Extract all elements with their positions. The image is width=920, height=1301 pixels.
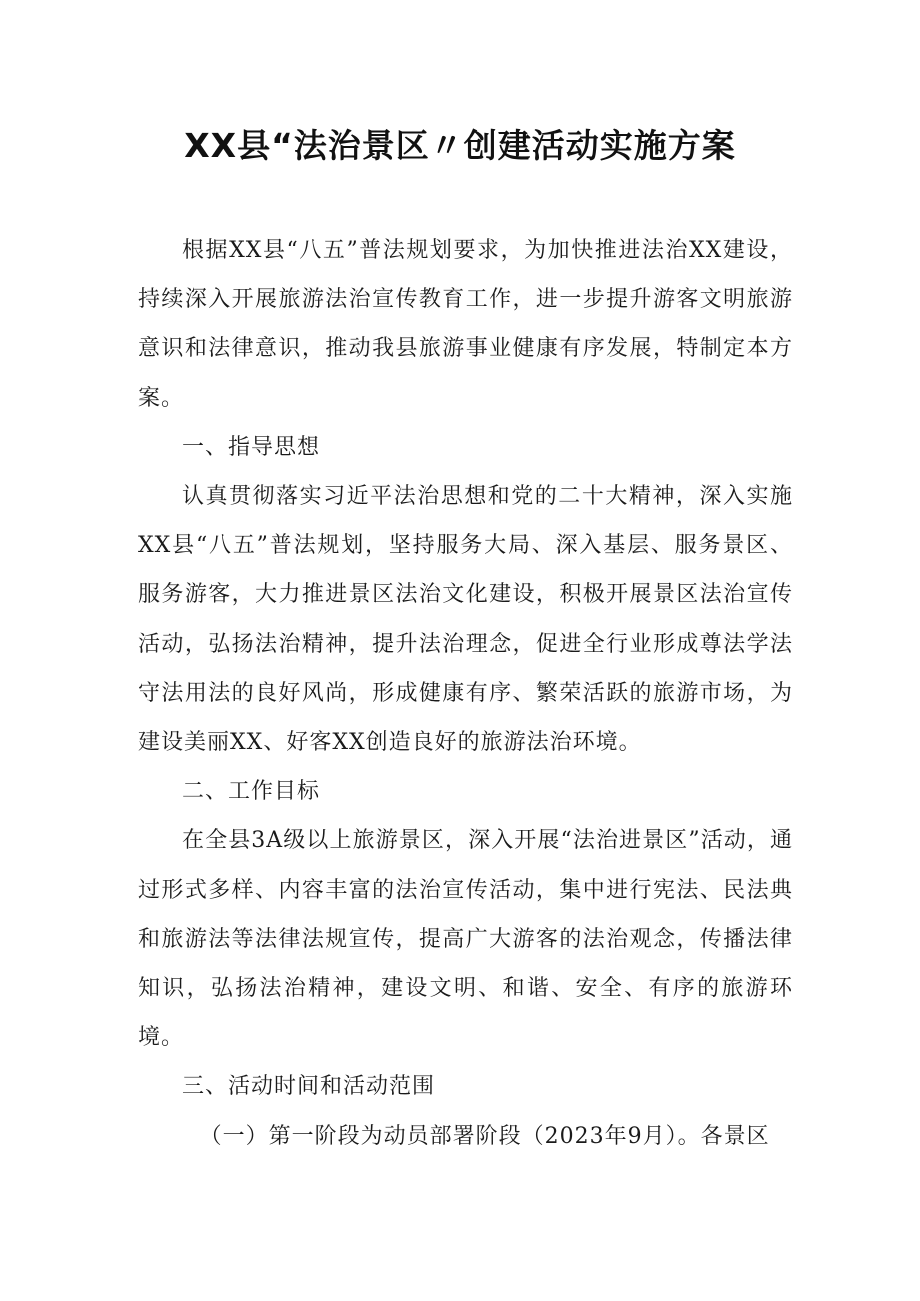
intro-paragraph: 根据XX县“八五”普法规划要求，为加快推进法治XX建设，持续深入开展旅游法治宣传教育工作，进一步提升游客文明旅游意识和法律意识，推动我县旅游事业健康有序发展，特制定本方案。 — [138, 238, 793, 411]
section-heading-work-goals: 二、工作目标 — [182, 779, 321, 805]
section-heading-guiding-ideology: 一、指导思想 — [182, 434, 321, 460]
document-body — [138, 226, 793, 1161]
phase-one-paragraph: （一）第一阶段为动员部署阶段（2023年9月）。各景区 — [199, 1123, 770, 1149]
section-heading-activity-time-scope: 三、活动时间和活动范围 — [182, 1074, 436, 1100]
document-title: XX县“法治景区〃创建活动实施方案 — [184, 126, 736, 165]
work-goals-paragraph: 在全县3A级以上旅游景区，深入开展“法治进景区”活动，通过形式多样、内容丰富的法治宣传活动，集中进行宪法、民法典和旅游法等法律法规宣传，提高广大游客的法治观念，传播法律知识，弘扬法治精神，建设文明、和谐、安全、有序的旅游环境。 — [138, 828, 793, 1051]
guiding-ideology-paragraph: 认真贯彻落实习近平法治思想和党的二十大精神，深入实施XX县“八五”普法规划，坚持服务大局、深入基层、服务景区、服务游客，大力推进景区法治文化建设，积极开展景区法治宣传活动，弘扬法治精神，提升法治理念，促进全行业形成尊法学法守法用法的良好风尚，形成健康有序、繁荣活跃的旅游市场，为建设美丽XX、好客XX创造良好的旅游法治环境。 — [138, 484, 793, 756]
